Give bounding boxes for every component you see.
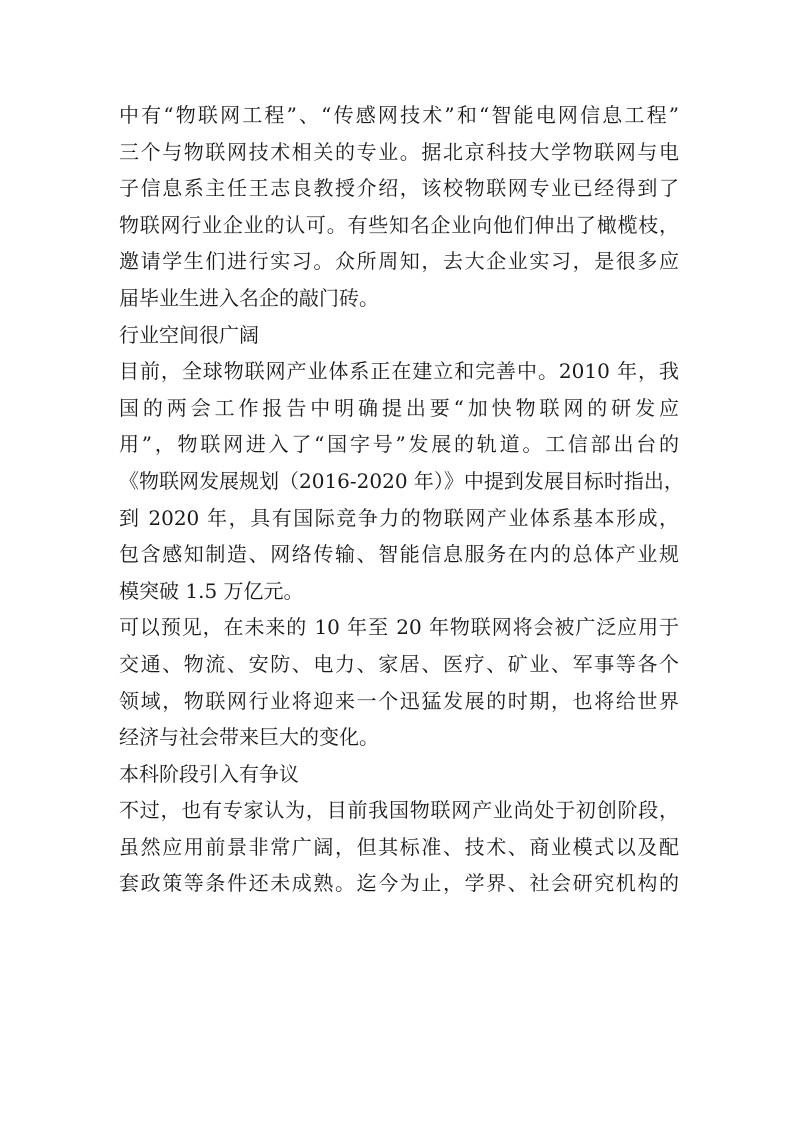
text-line: 《物联网发展规划（2016-2020 年）》中提到发展目标时指出， <box>119 468 684 493</box>
text-line: 经济与社会带来巨大的变化。 <box>119 725 379 750</box>
text-line: 包含感知制造、网络传输、智能信息服务在内的总体产业规 <box>119 542 679 567</box>
text-line: 套政策等条件还未成熟。迄今为止，学界、社会研究机构的 <box>119 871 679 896</box>
text-line: 可以预见，在未来的 10 年至 20 年物联网将会被广泛应用于 <box>119 615 679 640</box>
text-line: 届毕业生进入名企的敲门砖。 <box>119 285 379 310</box>
text-line: 领域，物联网行业将迎来一个迅猛发展的时期，也将给世界 <box>119 688 679 713</box>
text-line: 交通、物流、安防、电力、家居、医疗、矿业、军事等各个 <box>119 651 679 676</box>
text-line: 中有“物联网工程”、“传感网技术”和“智能电网信息工程” <box>119 103 679 127</box>
text-line: 物联网行业企业的认可。有些知名企业向他们伸出了橄榄枝， <box>119 212 679 237</box>
text-line: 用”，物联网进入了“国字号”发展的轨道。工信部出台的 <box>119 432 679 457</box>
text-line: 到 2020 年，具有国际竞争力的物联网产业体系基本形成， <box>119 505 679 530</box>
text-line: 模突破 1.5 万亿元。 <box>119 578 304 603</box>
text-line: 目前，全球物联网产业体系正在建立和完善中。2010 年，我 <box>119 359 679 384</box>
document-body <box>119 97 684 902</box>
section-heading: 行业空间很广阔 <box>119 322 259 347</box>
text-line: 子信息系主任王志良教授介绍，该校物联网专业已经得到了 <box>119 176 679 201</box>
section-heading: 本科阶段引入有争议 <box>119 761 299 786</box>
text-line: 三个与物联网技术相关的专业。据北京科技大学物联网与电 <box>119 139 679 164</box>
text-line: 虽然应用前景非常广阔，但其标准、技术、商业模式以及配 <box>119 834 679 859</box>
text-line: 不过，也有专家认为，目前我国物联网产业尚处于初创阶段， <box>119 798 679 823</box>
text-line: 国的两会工作报告中明确提出要“加快物联网的研发应 <box>119 395 679 420</box>
text-line: 邀请学生们进行实习。众所周知，去大企业实习，是很多应 <box>119 249 679 274</box>
